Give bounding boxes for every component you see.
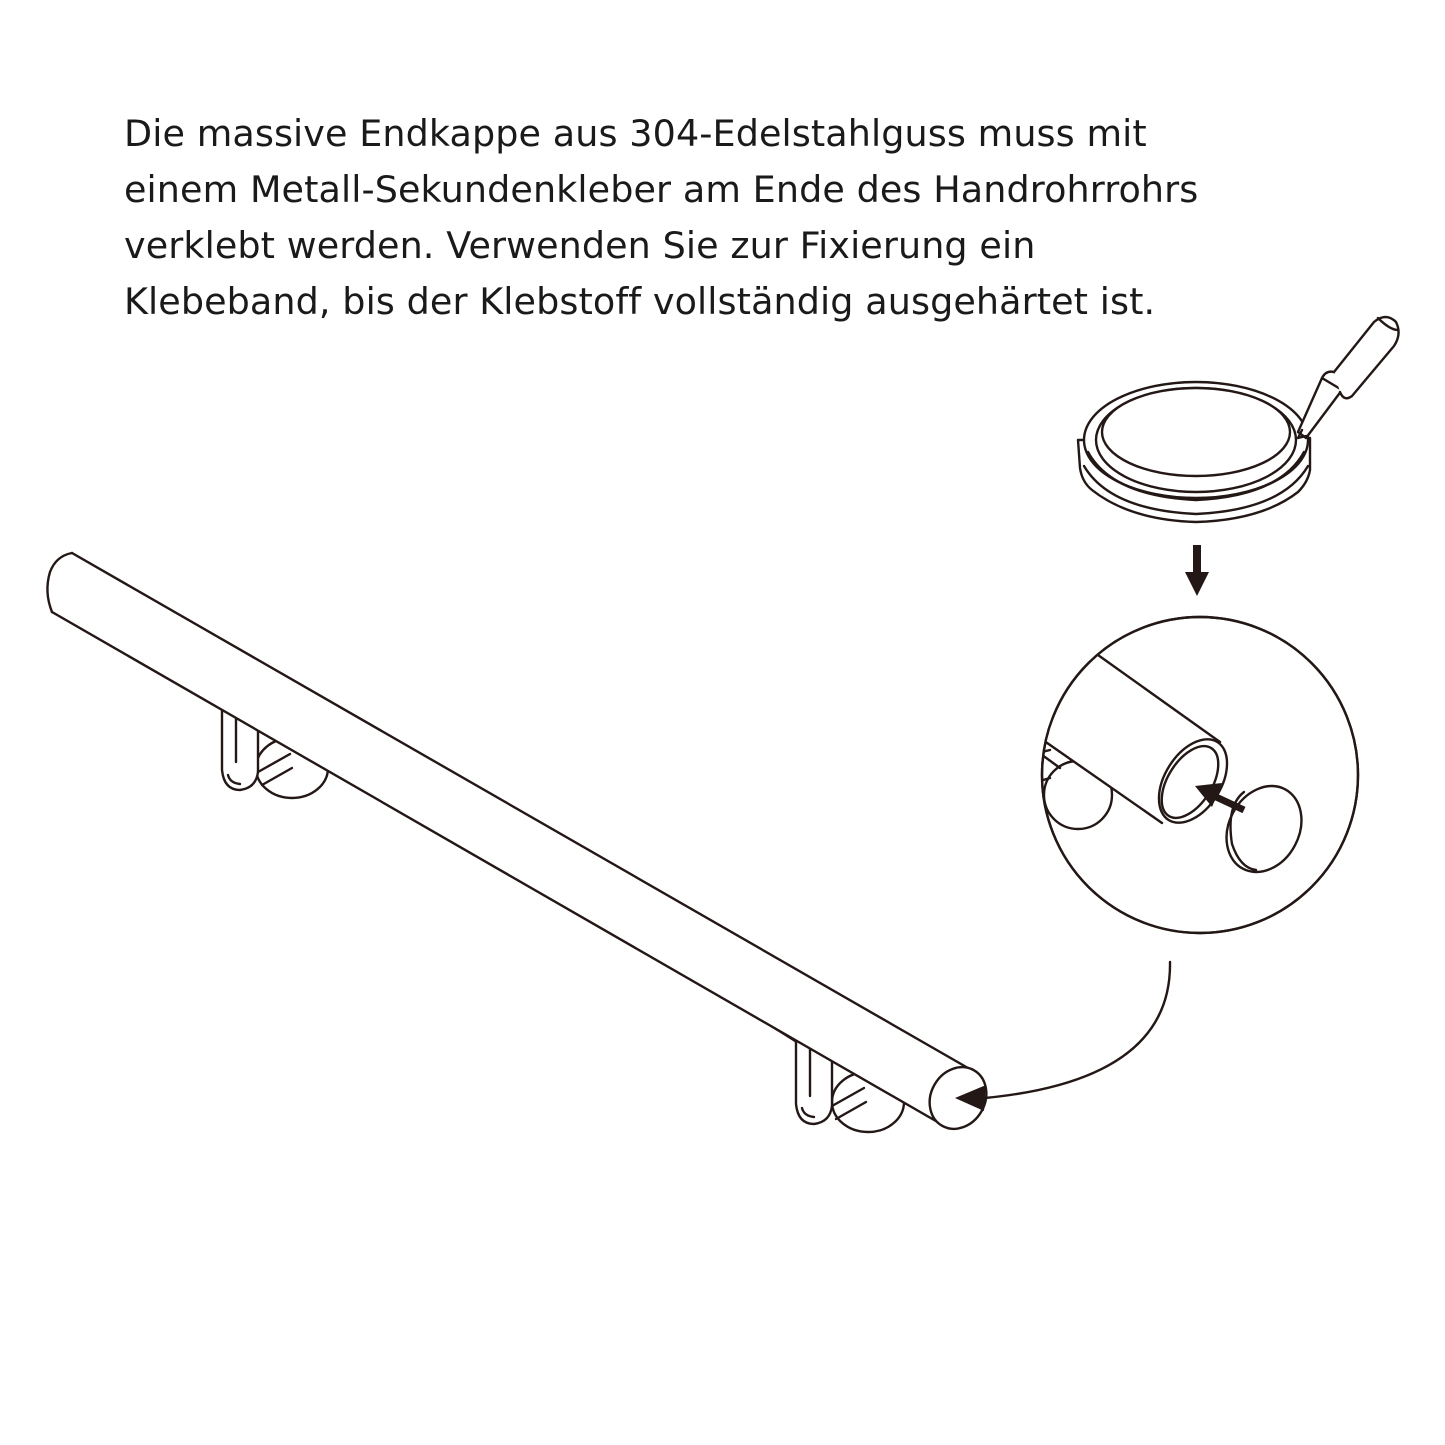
instruction-line-2: einem Metall-Sekundenkleber am Ende des Handrohrrohrs <box>124 168 1199 211</box>
instruction-line-4: Klebeband, bis der Klebstoff vollständig ausgehärtet ist. <box>124 280 1156 323</box>
glue-bottle-icon <box>1298 317 1399 438</box>
curved-pointer-arrow-icon <box>955 962 1170 1111</box>
handrail-tube <box>45 553 997 1139</box>
detail-view <box>1010 617 1358 933</box>
down-arrow-icon <box>1185 545 1209 596</box>
end-cap-icon <box>1078 382 1310 522</box>
instruction-line-1: Die massive Endkappe aus 304-Edelstahlguss muss mit <box>124 112 1147 155</box>
instruction-line-3: verklebt werden. Verwenden Sie zur Fixierung ein <box>124 224 1036 267</box>
